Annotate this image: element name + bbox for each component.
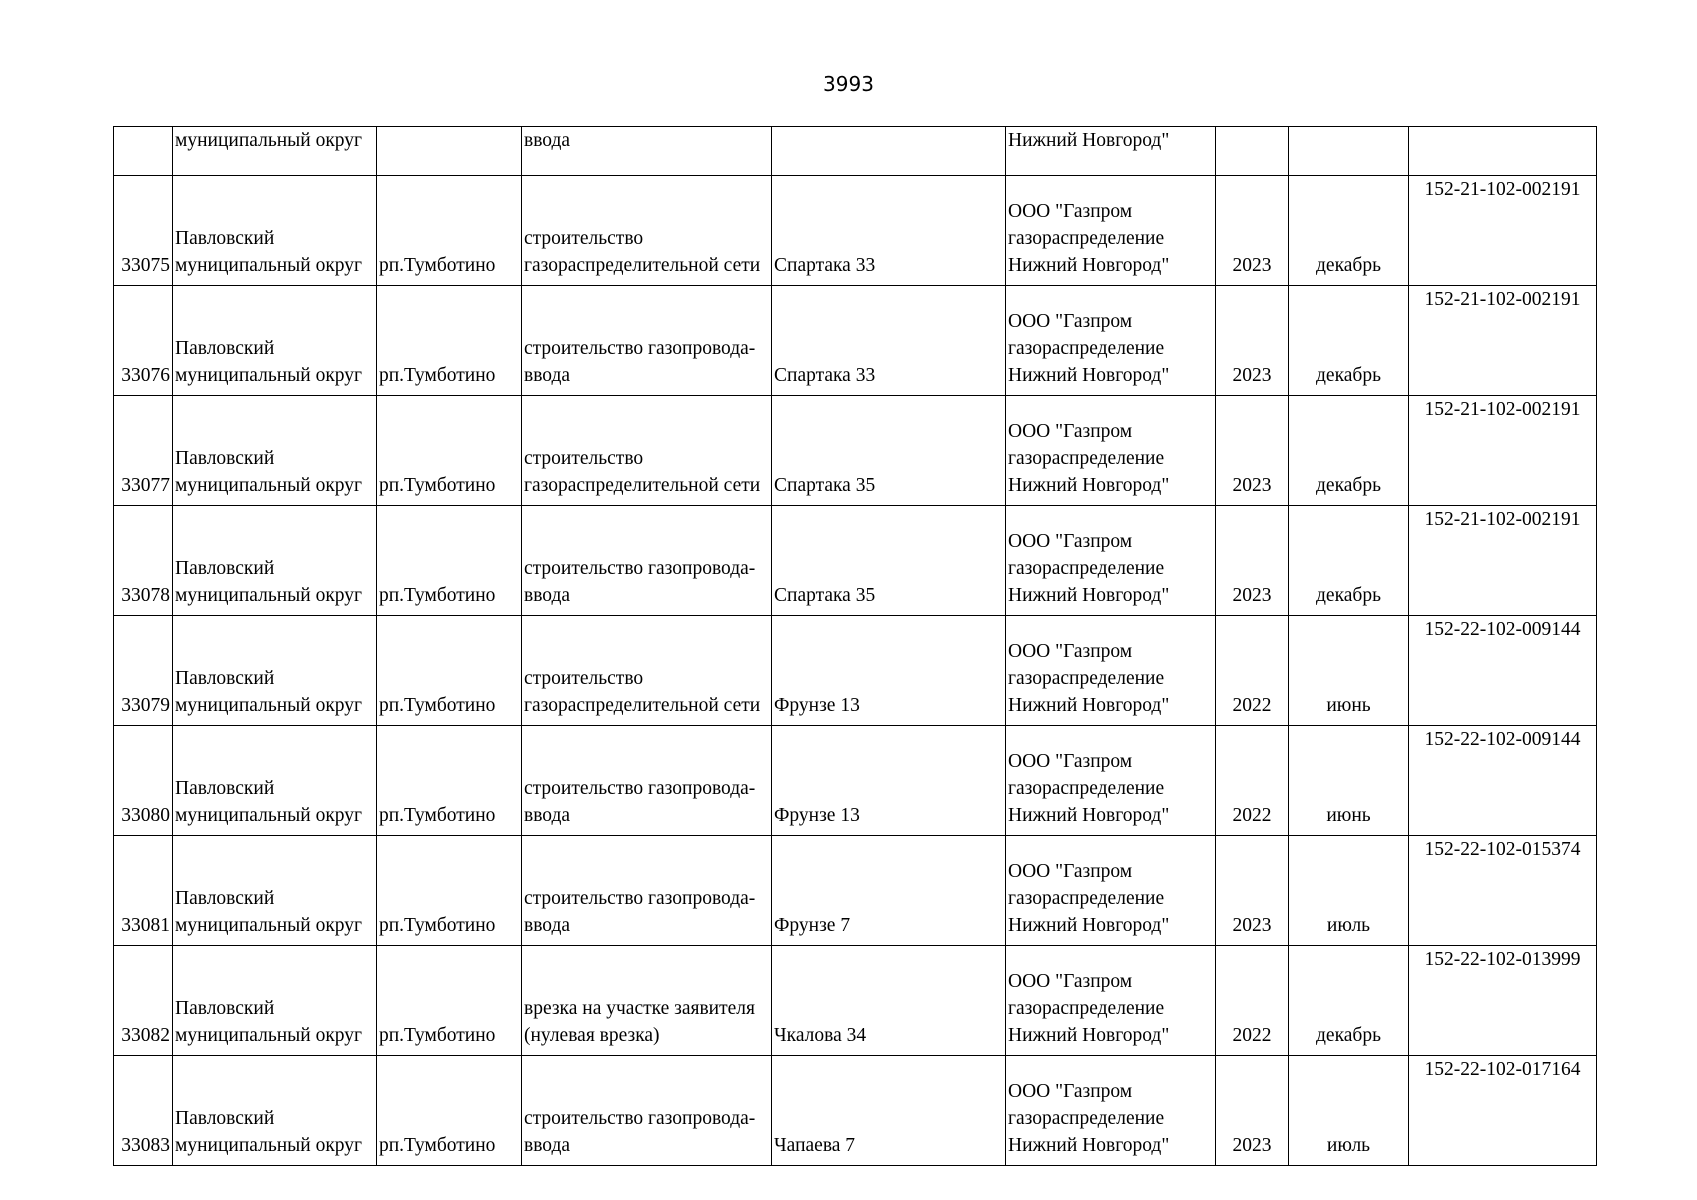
organization-line: ООО "Газпром <box>1008 641 1133 662</box>
cell-month <box>1289 127 1409 176</box>
cell-code <box>1409 616 1597 726</box>
organization-line: ООО "Газпром <box>1008 201 1133 222</box>
address-text: Чапаева 7 <box>774 1135 856 1156</box>
address-text: Фрунзе 13 <box>774 805 860 826</box>
cell-year <box>1216 127 1289 176</box>
table-body <box>114 127 1597 1166</box>
code-text: 152-21-102-002191 <box>1424 179 1581 200</box>
work-line: строительство газопровода- <box>524 1108 756 1129</box>
month-text: декабрь <box>1316 255 1381 276</box>
work-line: врезка на участке заявителя <box>524 998 755 1019</box>
cell-district <box>173 286 377 396</box>
cell-code <box>1409 396 1597 506</box>
cell-work-type <box>522 726 772 836</box>
district-line: муниципальный округ <box>175 915 363 936</box>
cell-settlement <box>377 616 522 726</box>
cell-organization <box>1006 1056 1216 1166</box>
settlement-text: рп.Тумботино <box>379 1135 496 1156</box>
district-line: муниципальный округ <box>175 805 363 826</box>
table-row-continued <box>114 127 1597 176</box>
district-line: муниципальный округ <box>175 585 363 606</box>
settlement-text: рп.Тумботино <box>379 475 496 496</box>
settlement-text: рп.Тумботино <box>379 805 496 826</box>
cell-work-type <box>522 616 772 726</box>
cell-code <box>1409 726 1597 836</box>
month-text: декабрь <box>1316 365 1381 386</box>
cell-settlement <box>377 286 522 396</box>
work-line: ввода <box>524 915 571 936</box>
district-line: Павловский <box>175 998 275 1019</box>
cell-district: муниципальный округ <box>173 127 377 176</box>
cell-code <box>1409 176 1597 286</box>
cell-district <box>173 616 377 726</box>
settlement-text: рп.Тумботино <box>379 255 496 276</box>
cell-year <box>1216 836 1289 946</box>
district-line: Павловский <box>175 888 275 909</box>
district-line: муниципальный округ <box>175 475 363 496</box>
organization-line: Нижний Новгород" <box>1008 475 1170 496</box>
cell-number <box>114 836 173 946</box>
month-text: июль <box>1326 1135 1371 1156</box>
cell-district <box>173 176 377 286</box>
cell-number <box>114 1056 173 1166</box>
work-line: газораспределительной сети <box>524 475 761 496</box>
cell-settlement <box>377 396 522 506</box>
month-text: июнь <box>1326 805 1371 826</box>
cell-number <box>114 127 173 176</box>
organization-line: газораспределение <box>1008 668 1165 689</box>
address-text: Чкалова 34 <box>774 1025 867 1046</box>
organization-line: газораспределение <box>1008 888 1165 909</box>
district-line: Павловский <box>175 778 275 799</box>
cell-address <box>772 836 1006 946</box>
cell-work-type <box>522 176 772 286</box>
cell-organization <box>1006 176 1216 286</box>
cell-number <box>114 396 173 506</box>
cell-district <box>173 1056 377 1166</box>
cell-settlement <box>377 726 522 836</box>
code-text: 152-21-102-002191 <box>1424 399 1581 420</box>
cell-work-type <box>522 836 772 946</box>
organization-line: Нижний Новгород" <box>1008 585 1170 606</box>
work-line: строительство <box>524 448 644 469</box>
number-text: 33078 <box>121 585 170 606</box>
work-line: строительство <box>524 228 644 249</box>
cell-number <box>114 176 173 286</box>
number-text: 33077 <box>121 475 170 496</box>
district-line: муниципальный округ <box>175 365 363 386</box>
district-line: Павловский <box>175 558 275 579</box>
cell-work-type <box>522 946 772 1056</box>
month-text: декабрь <box>1316 585 1381 606</box>
organization-line: газораспределение <box>1008 558 1165 579</box>
work-line: ввода <box>524 585 571 606</box>
cell-number <box>114 616 173 726</box>
organization-line: газораспределение <box>1008 228 1165 249</box>
code-text: 152-21-102-002191 <box>1424 289 1581 310</box>
work-line: строительство газопровода- <box>524 338 756 359</box>
number-text: 33082 <box>121 1025 170 1046</box>
table-row <box>114 836 1597 946</box>
cell-month <box>1289 616 1409 726</box>
cell-number <box>114 286 173 396</box>
organization-line: газораспределение <box>1008 998 1165 1019</box>
year-text: 2023 <box>1232 365 1272 386</box>
year-text: 2023 <box>1232 475 1272 496</box>
organization-line: газораспределение <box>1008 778 1165 799</box>
cell-address <box>772 127 1006 176</box>
year-text: 2023 <box>1232 585 1272 606</box>
work-line: газораспределительной сети <box>524 255 761 276</box>
cell-work-type: ввода <box>522 127 772 176</box>
cell-month <box>1289 726 1409 836</box>
cell-settlement <box>377 506 522 616</box>
year-text: 2023 <box>1232 255 1272 276</box>
district-line: муниципальный округ <box>175 1025 363 1046</box>
page-number: 3993 <box>823 72 874 96</box>
organization-line: газораспределение <box>1008 338 1165 359</box>
cell-district <box>173 396 377 506</box>
cell-year <box>1216 506 1289 616</box>
organization-line: Нижний Новгород" <box>1008 915 1170 936</box>
cell-settlement <box>377 836 522 946</box>
organization-line: ООО "Газпром <box>1008 311 1133 332</box>
cell-settlement <box>377 1056 522 1166</box>
cell-code <box>1409 836 1597 946</box>
address-text: Фрунзе 13 <box>774 695 860 716</box>
organization-line: газораспределение <box>1008 448 1165 469</box>
work-line: строительство газопровода- <box>524 778 756 799</box>
cell-organization <box>1006 946 1216 1056</box>
organization-line: ООО "Газпром <box>1008 531 1133 552</box>
district-line: Павловский <box>175 448 275 469</box>
work-line: ввода <box>524 1135 571 1156</box>
organization-line: Нижний Новгород" <box>1008 695 1170 716</box>
cell-settlement <box>377 946 522 1056</box>
month-text: декабрь <box>1316 1025 1381 1046</box>
district-line: муниципальный округ <box>175 695 363 716</box>
cell-month <box>1289 286 1409 396</box>
settlement-text: рп.Тумботино <box>379 1025 496 1046</box>
cell-year <box>1216 946 1289 1056</box>
cell-code <box>1409 127 1597 176</box>
address-text: Спартака 35 <box>774 585 876 606</box>
work-line: ввода <box>524 805 571 826</box>
code-text: 152-22-102-013999 <box>1424 949 1581 970</box>
cell-address <box>772 506 1006 616</box>
code-text: 152-22-102-009144 <box>1424 729 1581 750</box>
cell-number <box>114 506 173 616</box>
table-row <box>114 726 1597 836</box>
settlement-text: рп.Тумботино <box>379 915 496 936</box>
number-text: 33076 <box>121 365 170 386</box>
register-table <box>113 126 1597 1166</box>
cell-organization <box>1006 286 1216 396</box>
work-line: (нулевая врезка) <box>524 1025 660 1046</box>
table-row <box>114 396 1597 506</box>
work-line: строительство газопровода- <box>524 558 756 579</box>
table-row <box>114 616 1597 726</box>
cell-year <box>1216 1056 1289 1166</box>
cell-month <box>1289 506 1409 616</box>
number-text: 33080 <box>121 805 170 826</box>
cell-code <box>1409 286 1597 396</box>
cell-year <box>1216 396 1289 506</box>
cell-number <box>114 726 173 836</box>
cell-address <box>772 946 1006 1056</box>
table-row <box>114 176 1597 286</box>
cell-organization <box>1006 506 1216 616</box>
settlement-text: рп.Тумботино <box>379 365 496 386</box>
cell-work-type <box>522 1056 772 1166</box>
cell-month <box>1289 176 1409 286</box>
table-row <box>114 1056 1597 1166</box>
cell-work-type <box>522 286 772 396</box>
cell-year <box>1216 726 1289 836</box>
cell-organization <box>1006 836 1216 946</box>
cell-organization <box>1006 726 1216 836</box>
number-text: 33075 <box>121 255 170 276</box>
code-text: 152-22-102-015374 <box>1424 839 1581 860</box>
organization-line: ООО "Газпром <box>1008 1081 1133 1102</box>
address-text: Спартака 33 <box>774 365 876 386</box>
cell-district <box>173 836 377 946</box>
month-text: декабрь <box>1316 475 1381 496</box>
organization-line: ООО "Газпром <box>1008 861 1133 882</box>
cell-month <box>1289 1056 1409 1166</box>
district-line: муниципальный округ <box>175 255 363 276</box>
cell-organization <box>1006 396 1216 506</box>
cell-address <box>772 286 1006 396</box>
district-line: Павловский <box>175 338 275 359</box>
number-text: 33083 <box>121 1135 170 1156</box>
cell-year <box>1216 616 1289 726</box>
work-line: ввода <box>524 365 571 386</box>
month-text: июнь <box>1326 695 1371 716</box>
district-line: Павловский <box>175 1108 275 1129</box>
organization-line: Нижний Новгород" <box>1008 255 1170 276</box>
organization-line: газораспределение <box>1008 1108 1165 1129</box>
code-text: 152-21-102-002191 <box>1424 509 1581 530</box>
cell-district <box>173 506 377 616</box>
number-text: 33079 <box>121 695 170 716</box>
address-text: Спартака 35 <box>774 475 876 496</box>
work-line: строительство <box>524 668 644 689</box>
cell-address <box>772 616 1006 726</box>
month-text: июль <box>1326 915 1371 936</box>
address-text: Фрунзе 7 <box>774 915 851 936</box>
cell-address <box>772 1056 1006 1166</box>
cell-code <box>1409 1056 1597 1166</box>
cell-district <box>173 946 377 1056</box>
cell-work-type <box>522 396 772 506</box>
number-text: 33081 <box>121 915 170 936</box>
table-row <box>114 506 1597 616</box>
cell-code <box>1409 506 1597 616</box>
table-row <box>114 286 1597 396</box>
organization-line: ООО "Газпром <box>1008 971 1133 992</box>
organization-line: Нижний Новгород" <box>1008 805 1170 826</box>
organization-line: ООО "Газпром <box>1008 751 1133 772</box>
cell-settlement <box>377 176 522 286</box>
district-line: муниципальный округ <box>175 1135 363 1156</box>
cell-organization: Нижний Новгород" <box>1006 127 1216 176</box>
code-text: 152-22-102-017164 <box>1424 1059 1581 1080</box>
cell-year <box>1216 176 1289 286</box>
organization-line: Нижний Новгород" <box>1008 1025 1170 1046</box>
cell-address <box>772 726 1006 836</box>
cell-month <box>1289 836 1409 946</box>
organization-line: ООО "Газпром <box>1008 421 1133 442</box>
cell-month <box>1289 396 1409 506</box>
cell-address <box>772 176 1006 286</box>
cell-work-type <box>522 506 772 616</box>
year-text: 2022 <box>1232 1025 1272 1046</box>
work-line: газораспределительной сети <box>524 695 761 716</box>
cell-organization <box>1006 616 1216 726</box>
district-line: Павловский <box>175 228 275 249</box>
cell-month <box>1289 946 1409 1056</box>
year-text: 2022 <box>1232 695 1272 716</box>
cell-code <box>1409 946 1597 1056</box>
cell-settlement <box>377 127 522 176</box>
year-text: 2023 <box>1232 1135 1272 1156</box>
district-line: Павловский <box>175 668 275 689</box>
year-text: 2023 <box>1232 915 1272 936</box>
cell-address <box>772 396 1006 506</box>
cell-district <box>173 726 377 836</box>
year-text: 2022 <box>1232 805 1272 826</box>
table-row <box>114 946 1597 1056</box>
code-text: 152-22-102-009144 <box>1424 619 1581 640</box>
work-line: строительство газопровода- <box>524 888 756 909</box>
settlement-text: рп.Тумботино <box>379 585 496 606</box>
cell-number <box>114 946 173 1056</box>
organization-line: Нижний Новгород" <box>1008 1135 1170 1156</box>
cell-year <box>1216 286 1289 396</box>
organization-line: Нижний Новгород" <box>1008 365 1170 386</box>
address-text: Спартака 33 <box>774 255 876 276</box>
settlement-text: рп.Тумботино <box>379 695 496 716</box>
